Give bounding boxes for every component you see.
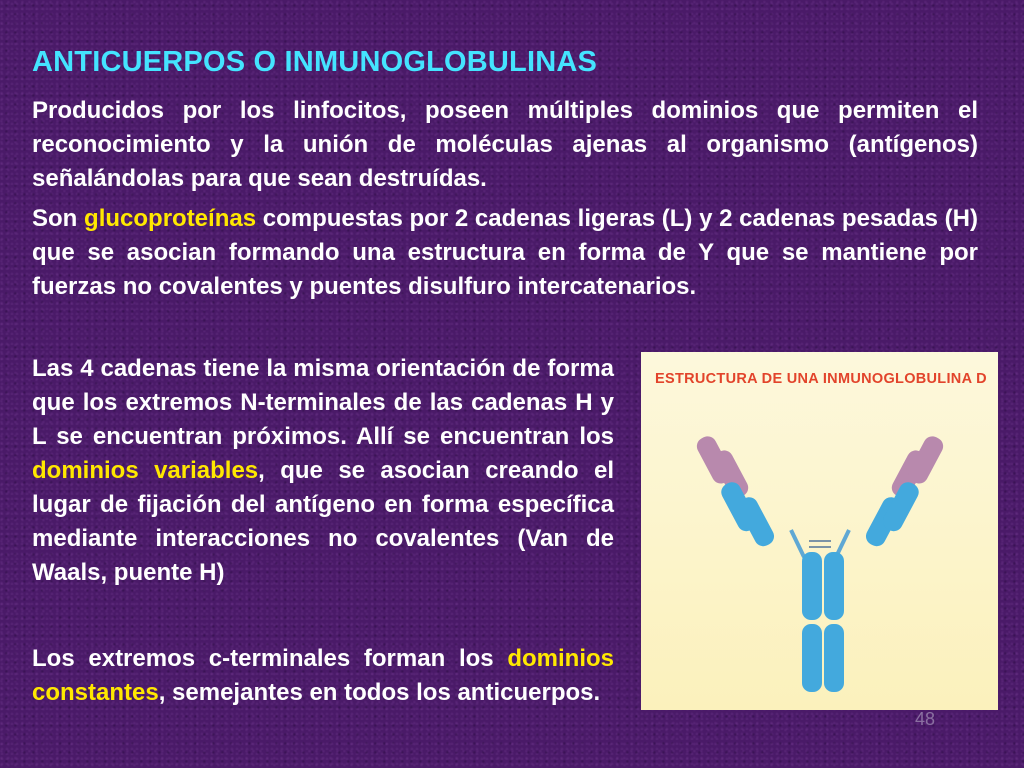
figure-title: ESTRUCTURA DE UNA INMUNOGLOBULINA D bbox=[655, 371, 987, 387]
fc-heavy-chain-right bbox=[824, 552, 844, 692]
highlight-glucoproteinas: glucoproteínas bbox=[84, 205, 257, 232]
hinge-region bbox=[791, 530, 849, 557]
paragraph-dominios-constantes bbox=[32, 642, 614, 710]
disulfide-bridges bbox=[809, 541, 831, 547]
paragraph-text: Las 4 cadenas tiene la misma orientación de forma que los extremos N-terminales de las cadenas H y L se encuentran próximos. Allí se encuentran los bbox=[32, 355, 614, 450]
paragraph-text: , semejantes en todos los anticuerpos. bbox=[158, 679, 601, 706]
paragraph-glucoproteinas bbox=[32, 202, 978, 304]
paragraph-text: compuestas por 2 cadenas ligeras (L) y 2 cadenas pesadas (H) que se asocian formando una estructura en forma de Y que se mantiene por fuerzas no covalentes y puentes disulfuro intercatenarios. bbox=[32, 205, 978, 300]
right-arm-light-chain bbox=[880, 433, 946, 534]
paragraph-dominios-variables bbox=[32, 352, 614, 590]
paragraph-text: , que se asocian creando el lugar de fijación del antígeno en forma específica mediante interacciones no covalentes (Van de Waals, puente H) bbox=[32, 457, 614, 586]
immunoglobulin-diagram bbox=[641, 352, 998, 710]
paragraph-text: Los extremos c-terminales forman los bbox=[32, 645, 508, 672]
highlight-dominios-constantes: dominios constantes bbox=[32, 645, 614, 706]
page-number: 48 bbox=[915, 709, 936, 729]
paragraph-text: Son bbox=[32, 205, 85, 232]
highlight-dominios-variables: dominios variables bbox=[32, 457, 259, 484]
paragraph-producidos: Producidos por los linfocitos, poseen múltiples dominios que permiten el reconocimiento y la unión de moléculas ajenas al organismo (antígenos) señalándolas para que sean destruídas. bbox=[32, 97, 978, 192]
immunoglobulin-figure bbox=[641, 352, 998, 710]
fc-heavy-chain-left bbox=[802, 552, 822, 692]
slide-title: ANTICUERPOS O INMUNOGLOBULINAS bbox=[32, 46, 598, 78]
left-arm-light-chain bbox=[694, 433, 760, 534]
